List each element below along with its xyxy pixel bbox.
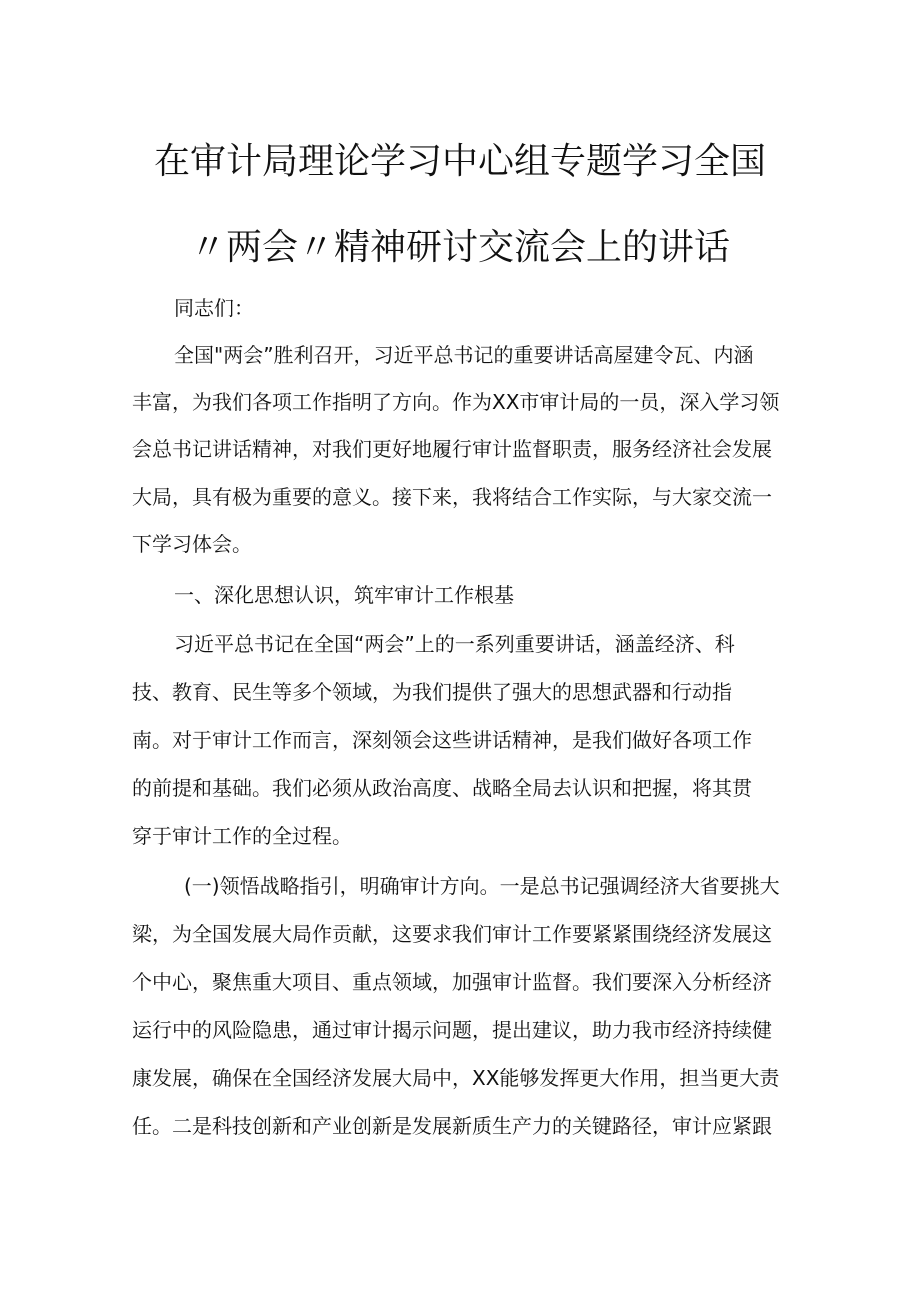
paragraph-line: 技、教育、民生等多个领域，为我们提供了强大的思想武器和行动指 [132, 680, 732, 704]
paragraph-line: 运行中的风险隐患，通过审计揭示问题，提出建议，助力我市经济持续健 [132, 1018, 772, 1042]
paragraph-line: 个中心，聚焦重大项目、重点领域，加强审计监督。我们要深入分析经济 [132, 970, 772, 994]
paragraph-line: 大局，具有极为重要的意义。接下来，我将结合工作实际，与大家交流一 [132, 485, 772, 509]
section-heading: 一、深化思想认识，筑牢审计工作根基 [174, 583, 514, 607]
paragraph-line: 下学习体会。 [132, 532, 252, 556]
paragraph-line: 任。二是科技创新和产业创新是发展新质生产力的关键路径，审计应紧跟 [132, 1114, 772, 1138]
document-title-line-1: 在审计局理论学习中心组专题学习全国 [153, 141, 766, 182]
paragraph-line: 全国"两会”胜利召开，习近平总书记的重要讲话高屋建令瓦、内涵 [174, 343, 754, 367]
paragraph-line: 梁，为全国发展大局作贡献，这要求我们审计工作要紧紧围绕经济发展这 [132, 922, 772, 946]
paragraph-line: 穿于审计工作的全过程。 [132, 824, 352, 848]
paragraph-line: 南。对于审计工作而言，深刻领会这些讲话精神，是我们做好各项工作 [132, 728, 752, 752]
paragraph-line: 的前提和基础。我们必须从政治高度、战略全局去认识和把握，将其贯 [132, 776, 752, 800]
document-title-line-2: 〃两会〃精神研讨交流会上的讲话 [189, 227, 730, 268]
paragraph-line: 康发展，确保在全国经济发展大局中，XX能够发挥更大作用，担当更大责 [132, 1066, 780, 1090]
paragraph-line: 习近平总书记在全国“两会”上的一系列重要讲话，涵盖经济、科 [174, 632, 735, 656]
paragraph-line: 丰富，为我们各项工作指明了方向。作为XX市审计局的一员，深入学习领 [132, 390, 780, 414]
paragraph-line: 会总书记讲话精神，对我们更好地履行审计监督职责，服务经济社会发展 [132, 437, 772, 461]
salutation: 同志们： [174, 296, 254, 320]
subsection-line: (一)领悟战略指引，明确审计方向。一是总书记强调经济大省要挑大 [184, 874, 780, 898]
